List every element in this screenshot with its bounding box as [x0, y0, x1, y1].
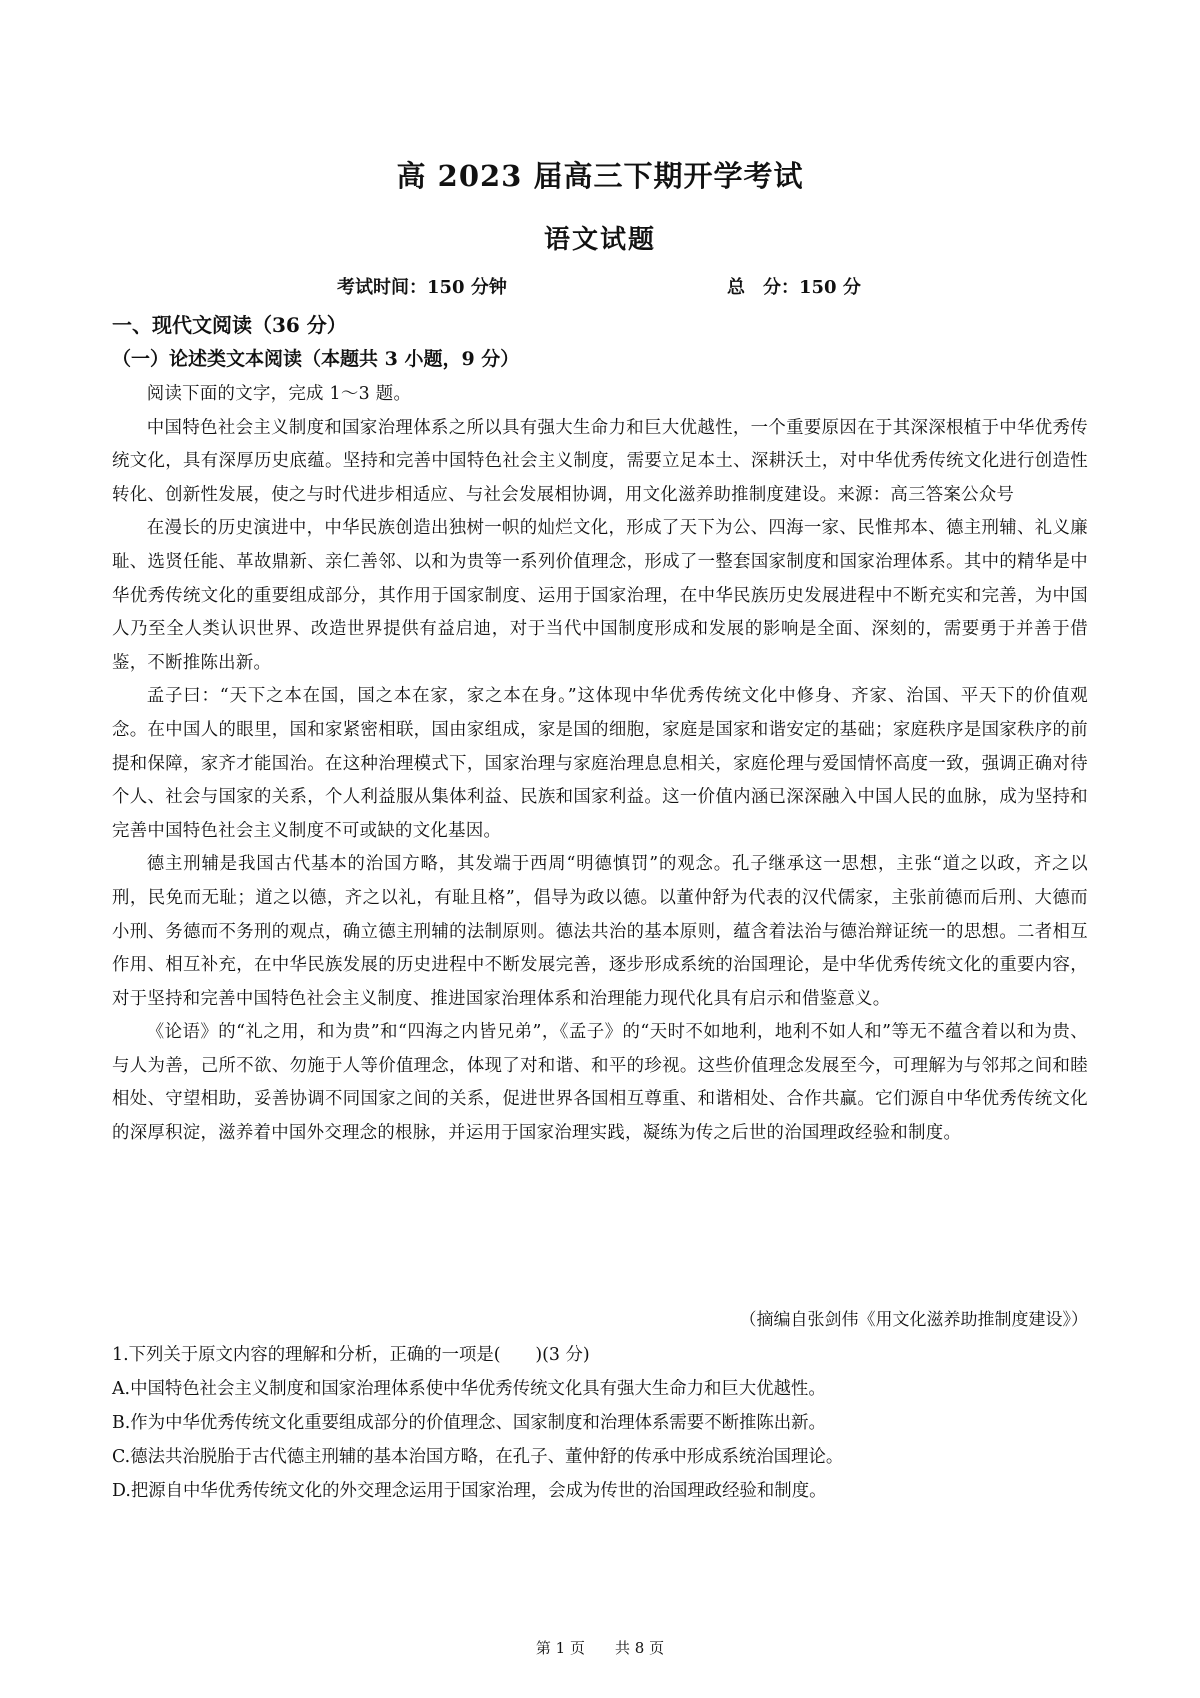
question-1 — [112, 1338, 1088, 1508]
subsection-heading: （一）论述类文本阅读（本题共 3 小题，9 分） — [112, 348, 520, 370]
passage-source: （摘编自张剑伟《用文化滋养助推制度建设》） — [739, 1310, 1088, 1330]
passage-paragraph: 孟子曰：“天下之本在国，国之本在家，家之本在身。”这体现中华优秀传统文化中修身、齐家、治国、平天下的价值观念。在中国人的眼里，国和家紧密相联，国由家组成，家是国的细胞，家庭是国家和谐安定的基础；家庭秩序是国家秩序的前提和保障，家齐才能国治。在这种治理模式下，国家治理与家庭治理息息相关，家庭伦理与爱国情怀高度一致，强调正确对待个人、社会与国家的关系，个人利益服从集体利益、民族和国家利益。这一价值内涵已深深融入中国人民的血脉，成为坚持和完善中国特色社会主义制度不可或缺的文化基因。 — [112, 686, 1088, 841]
exam-subject-title: 语文试题 — [543, 225, 656, 255]
option-b: B.作为中华优秀传统文化重要组成部分的价值理念、国家制度和治理体系需要不断推陈出新。 — [112, 1413, 826, 1433]
reading-passage — [112, 378, 1088, 1151]
exam-time: 考试时间：150 分钟 — [337, 277, 507, 298]
question-stem: 1.下列关于原文内容的理解和分析，正确的一项是( )(3 分) — [112, 1345, 590, 1365]
exam-title: 高 2023 届高三下期开学考试 — [396, 159, 804, 193]
section-heading: 一、现代文阅读（36 分） — [112, 313, 347, 337]
passage-paragraph: 中国特色社会主义制度和国家治理体系之所以具有强大生命力和巨大优越性，一个重要原因在于其深深根植于中华优秀传统文化，具有深厚历史底蕴。坚持和完善中国特色社会主义制度，需要立足本土、深耕沃土，对中华优秀传统文化进行创造性转化、创新性发展，使之与时代进步相适应、与社会发展相协调，用文化滋养助推制度建设。来源：高三答案公众号 — [112, 417, 1088, 505]
passage-paragraph: 德主刑辅是我国古代基本的治国方略，其发端于西周“明德慎罚”的观念。孔子继承这一思想，主张“道之以政，齐之以刑，民免而无耻；道之以德，齐之以礼，有耻且格”，倡导为政以德。以董仲舒为代表的汉代儒家，主张前德而后刑、大德而小刑、务德而不务刑的观点，确立德主刑辅的法制原则。德法共治的基本原则，蕴含着法治与德治辩证统一的思想。二者相互作用、相互补充，在中华民族发展的历史进程中不断发展完善，逐步形成系统的治国理论，是中华优秀传统文化的重要内容，对于坚持和完善中国特色社会主义制度、推进国家治理体系和治理能力现代化具有启示和借鉴意义。 — [112, 854, 1088, 1009]
total-score: 总 分：150 分 — [727, 277, 861, 298]
passage-instruction: 阅读下面的文字，完成 1～3 题。 — [146, 384, 412, 404]
option-a: A.中国特色社会主义制度和国家治理体系使中华优秀传统文化具有强大生命力和巨大优越性。 — [112, 1379, 826, 1399]
passage-paragraph: 在漫长的历史演进中，中华民族创造出独树一帜的灿烂文化，形成了天下为公、四海一家、民惟邦本、德主刑辅、礼义廉耻、选贤任能、革故鼎新、亲仁善邻、以和为贵等一系列价值理念，形成了一整套国家制度和国家治理体系。其中的精华是中华优秀传统文化的重要组成部分，其作用于国家制度、运用于国家治理，在中华民族历史发展进程中不断充实和完善，为中国人乃至全人类认识世界、改造世界提供有益启迪，对于当代中国制度形成和发展的影响是全面、深刻的，需要勇于并善于借鉴，不断推陈出新。 — [112, 518, 1088, 673]
passage-paragraph: 《论语》的“礼之用，和为贵”和“四海之内皆兄弟”，《孟子》的“天时不如地利，地利不如人和”等无不蕴含着以和为贵、与人为善，己所不欲、勿施于人等价值理念，体现了对和谐、和平的珍视。这些价值理念发展至今，可理解为与邻邦之间和睦相处、守望相助，妥善协调不同国家之间的关系，促进世界各国相互尊重、和谐相处、合作共赢。它们源自中华优秀传统文化的深厚积淀，滋养着中国外交理念的根脉，并运用于国家治理实践，凝练为传之后世的治国理政经验和制度。 — [112, 1022, 1088, 1144]
option-c: C.德法共治脱胎于古代德主刑辅的基本治国方略，在孔子、董仲舒的传承中形成系统治国理论。 — [112, 1447, 844, 1467]
page-footer: 第 1 页 共 8 页 — [535, 1639, 665, 1657]
option-d: D.把源自中华优秀传统文化的外交理念运用于国家治理，会成为传世的治国理政经验和制度。 — [112, 1481, 827, 1501]
